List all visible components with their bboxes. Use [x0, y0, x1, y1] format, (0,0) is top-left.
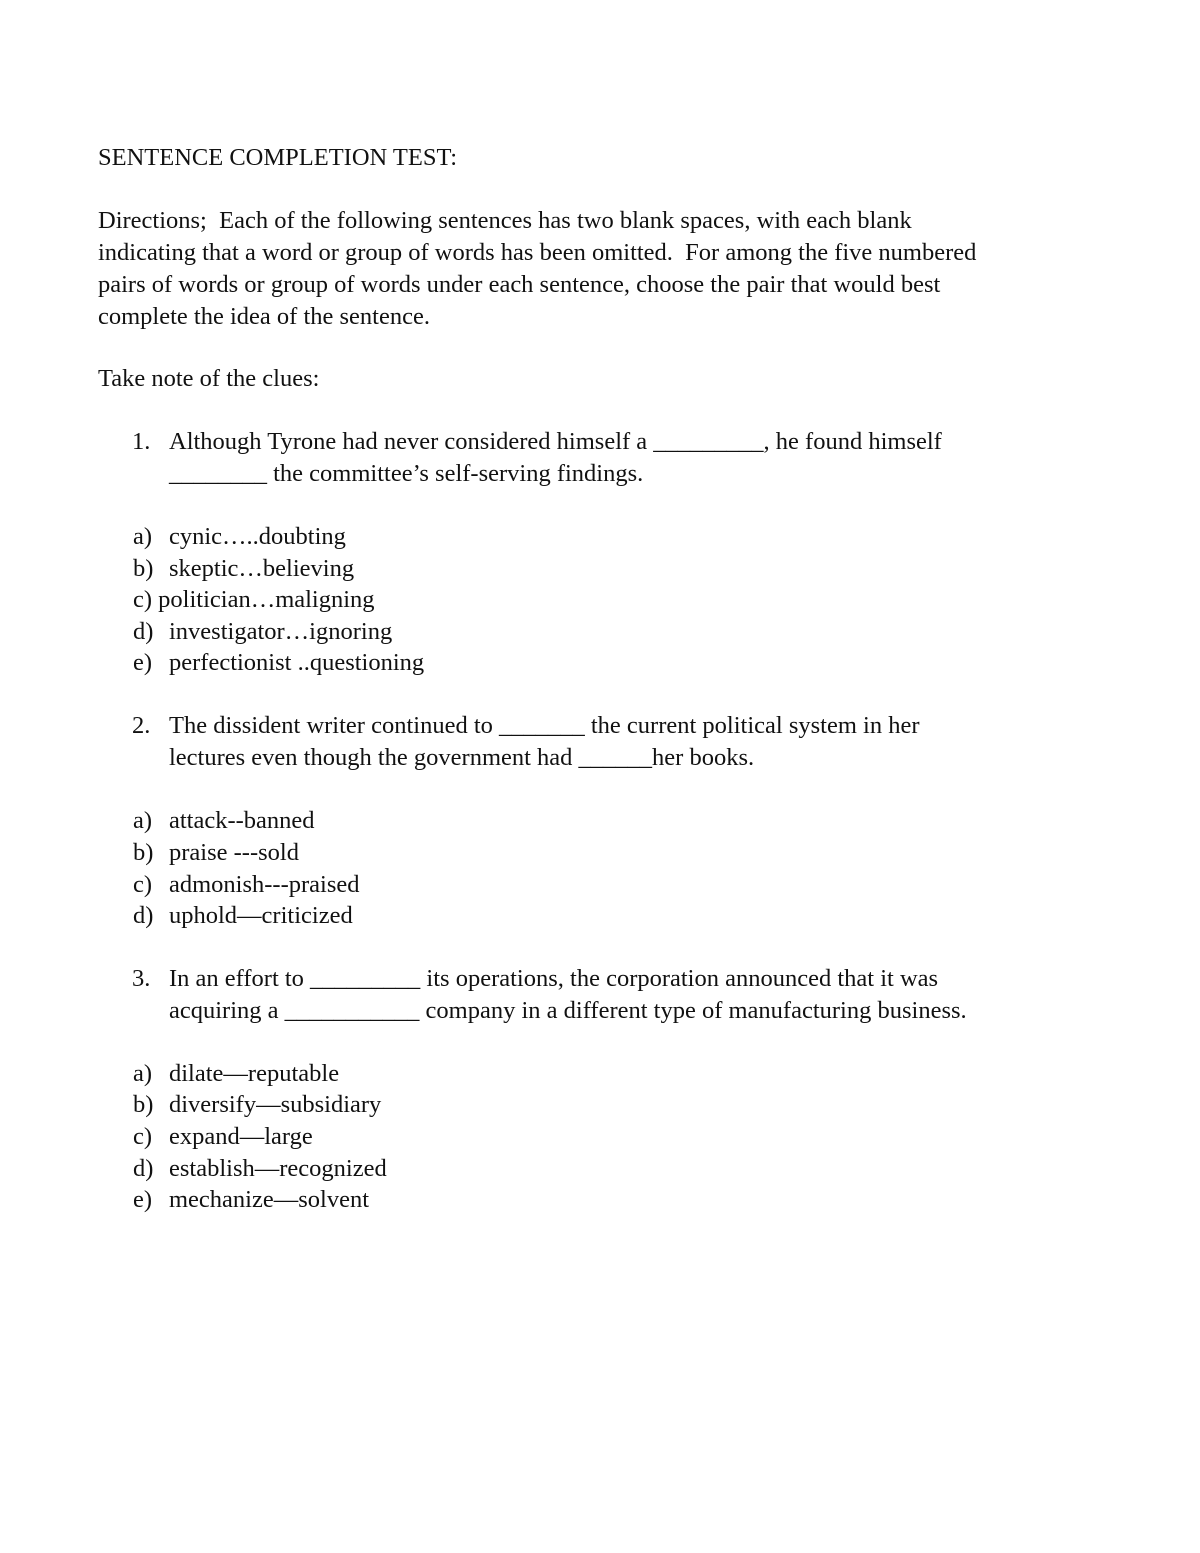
- option-letter: b): [133, 1091, 154, 1118]
- answer-option: attack--banned: [169, 807, 315, 834]
- directions-line: Directions; Each of the following sentences has two blank spaces, with each blank: [98, 207, 912, 234]
- question-text-line: lectures even though the government had ______her books.: [169, 744, 755, 771]
- question-text-line: In an effort to _________ its operations, the corporation announced that it was: [169, 965, 939, 992]
- question-text-line: Although Tyrone had never considered himself a _________, he found himself: [169, 428, 942, 455]
- option-letter: d): [133, 902, 154, 929]
- question-text-line: acquiring a ___________ company in a different type of manufacturing business.: [169, 997, 967, 1024]
- answer-option: c) politician…maligning: [133, 586, 375, 613]
- option-letter: a): [133, 523, 153, 550]
- question-number: 1.: [132, 428, 151, 455]
- directions-line: pairs of words or group of words under each sentence, choose the pair that would best: [98, 271, 941, 298]
- answer-option: mechanize—solvent: [169, 1186, 370, 1213]
- option-letter: d): [133, 1155, 154, 1182]
- question-number: 3.: [132, 965, 151, 992]
- option-letter: b): [133, 555, 154, 582]
- clues-note: Take note of the clues:: [98, 365, 320, 392]
- answer-option: uphold—criticized: [169, 902, 353, 929]
- question-text-line: The dissident writer continued to _______ the current political system in her: [169, 712, 920, 739]
- answer-option: establish—recognized: [169, 1155, 387, 1182]
- option-letter: a): [133, 1060, 153, 1087]
- option-letter: c): [133, 871, 153, 898]
- option-letter: e): [133, 649, 153, 676]
- answer-option: investigator…ignoring: [169, 618, 393, 645]
- option-letter: e): [133, 1186, 153, 1213]
- question-text-line: ________ the committee’s self-serving findings.: [169, 460, 644, 487]
- answer-option: cynic…..doubting: [169, 523, 346, 550]
- answer-option: perfectionist ..questioning: [169, 649, 425, 676]
- answer-option: admonish---praised: [169, 871, 360, 898]
- answer-option: diversify—subsidiary: [169, 1091, 382, 1118]
- option-letter: d): [133, 618, 154, 645]
- option-letter: a): [133, 807, 153, 834]
- answer-option: praise ---sold: [169, 839, 299, 866]
- answer-option: skeptic…believing: [169, 555, 355, 582]
- directions-line: complete the idea of the sentence.: [98, 303, 430, 330]
- question-number: 2.: [132, 712, 151, 739]
- option-letter: c): [133, 1123, 153, 1150]
- answer-option: dilate—reputable: [169, 1060, 340, 1087]
- page-title: SENTENCE COMPLETION TEST:: [98, 144, 458, 171]
- directions-line: indicating that a word or group of words has been omitted. For among the five numbered: [98, 239, 977, 266]
- option-letter: b): [133, 839, 154, 866]
- answer-option: expand—large: [169, 1123, 313, 1150]
